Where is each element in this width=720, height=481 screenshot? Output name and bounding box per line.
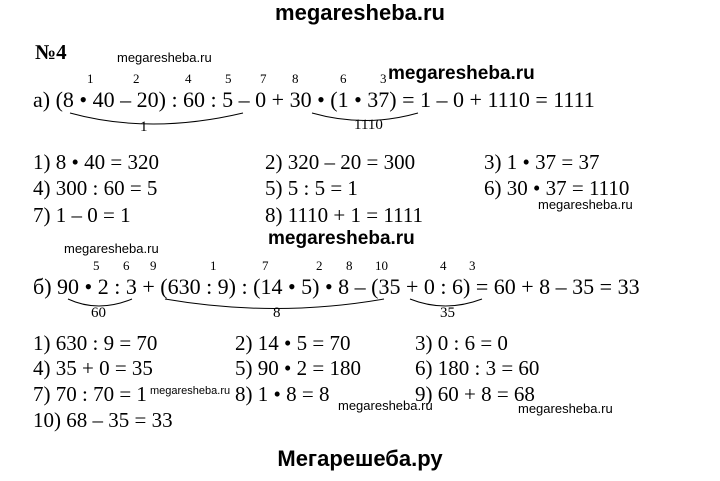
task-number: №4	[35, 40, 67, 64]
step-item: 6) 30 • 37 = 1110	[484, 176, 630, 200]
site-title-bottom: Мегарешеба.ру	[277, 446, 443, 471]
order-label: 1	[87, 71, 94, 86]
order-label: 5	[225, 71, 232, 86]
watermark: megaresheba.ru	[538, 197, 633, 212]
step-item: 6) 180 : 3 = 60	[415, 356, 540, 380]
order-label: 3	[380, 71, 387, 86]
order-label: 4	[440, 258, 447, 273]
order-label: 9	[150, 258, 157, 273]
watermark: megaresheba.ru	[268, 228, 415, 249]
order-label: 10	[375, 258, 388, 273]
order-label: 1	[210, 258, 217, 273]
watermark: megaresheba.ru	[64, 241, 159, 256]
order-label: 8	[346, 258, 353, 273]
step-item: 7) 70 : 70 = 1	[33, 382, 147, 406]
order-label: 7	[262, 258, 269, 273]
order-label: 6	[340, 71, 347, 86]
subresult: 1110	[354, 117, 383, 133]
order-label: 5	[93, 258, 100, 273]
watermark: megaresheba.ru	[150, 385, 231, 397]
watermark: megaresheba.ru	[518, 401, 613, 416]
step-item: 8) 1 • 8 = 8	[235, 382, 330, 406]
step-item: 10) 68 – 35 = 33	[33, 408, 173, 432]
watermark: megaresheba.ru	[338, 398, 433, 413]
step-item: 1) 8 • 40 = 320	[33, 150, 159, 174]
step-item: 5) 90 • 2 = 180	[235, 356, 361, 380]
subresult: 8	[273, 305, 281, 321]
expression-a: а) (8 • 40 – 20) : 60 : 5 – 0 + 30 • (1 • 37) = 1 – 0 + 1110 = 1111	[33, 87, 595, 112]
step-item: 2) 14 • 5 = 70	[235, 331, 351, 355]
order-label: 3	[469, 258, 476, 273]
step-item: 8) 1110 + 1 = 1111	[265, 203, 424, 227]
step-item: 7) 1 – 0 = 1	[33, 203, 131, 227]
order-label: 2	[133, 71, 140, 86]
step-item: 4) 300 : 60 = 5	[33, 176, 158, 200]
order-label: 4	[185, 71, 192, 86]
expression-b: б) 90 • 2 : 3 + (630 : 9) : (14 • 5) • 8 – (35 + 0 : 6) = 60 + 8 – 35 = 33	[33, 274, 640, 299]
watermark: megaresheba.ru	[117, 50, 212, 65]
step-item: 5) 5 : 5 = 1	[265, 176, 358, 200]
order-label: 8	[292, 71, 299, 86]
step-item: 1) 630 : 9 = 70	[33, 331, 158, 355]
step-item: 4) 35 + 0 = 35	[33, 356, 153, 380]
watermark: megaresheba.ru	[388, 63, 535, 84]
step-item: 3) 1 • 37 = 37	[484, 150, 600, 174]
order-label: 7	[260, 71, 267, 86]
site-title-top: megaresheba.ru	[275, 0, 445, 25]
subresult: 60	[91, 305, 106, 321]
subresult: 1	[140, 119, 148, 135]
order-label: 2	[316, 258, 323, 273]
step-item: 2) 320 – 20 = 300	[265, 150, 416, 174]
step-item: 9) 60 + 8 = 68	[415, 382, 535, 406]
grouping-arc	[70, 113, 243, 124]
order-label: 6	[123, 258, 130, 273]
subresult: 35	[440, 305, 455, 321]
step-item: 3) 0 : 6 = 0	[415, 331, 508, 355]
